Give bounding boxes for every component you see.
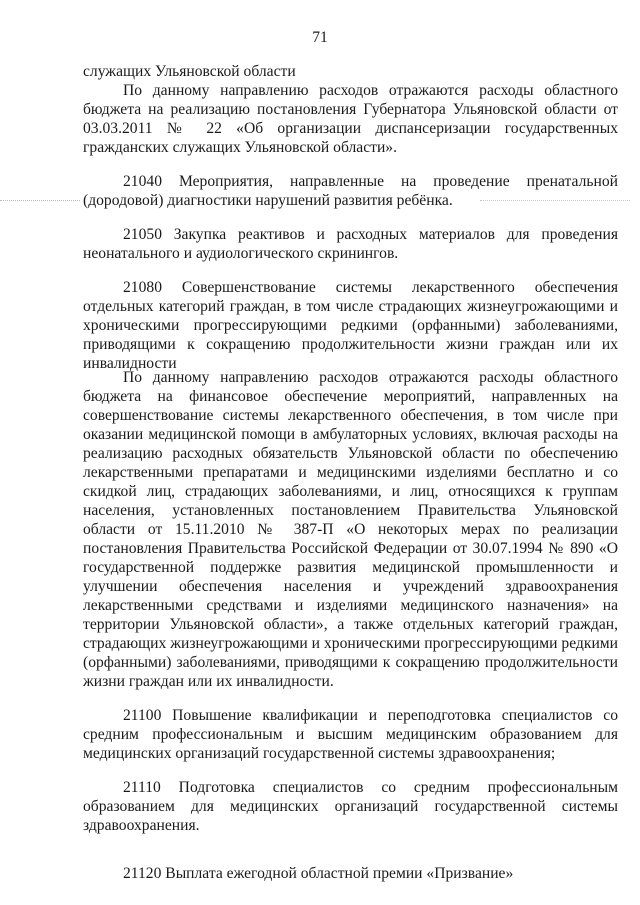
text-line: совершенствование системы лекарственного обеспечения, в том числе при [83,407,618,424]
text-line: По данному направлению расходов отражаются расходы областного [123,369,618,386]
text-line: неонатального и аудиологического скринингов. [83,245,399,262]
text-line: инвалидности [83,355,177,372]
text-line: хроническими прогрессирующими редкими (орфанными) заболеваниями, [83,317,618,334]
text-line: государственной поддержке развития медицинской промышленности и [83,559,618,576]
text-line: средним профессиональным и высшим медицинским образованием для [83,726,618,743]
text-line: страдающих жизнеугрожающими и хроническими прогрессирующими редкими [83,635,618,652]
text-line: жизни граждан или их инвалидности. [83,673,334,690]
text-line: 21110 Подготовка специалистов со средним профессиональным [123,779,618,796]
text-line: отдельных категорий граждан, в том числе страдающих жизнеугрожающими и [83,298,618,315]
text-line: (орфанными) заболеваниями, приводящими к сокращению продолжительности [83,654,618,671]
text-line: 03.03.2011 № 22 «Об организации диспансеризации государственных [83,120,618,137]
text-line: 21100 Повышение квалификации и переподготовка специалистов со [123,707,618,724]
text-line: реализацию расходных обязательств Ульяновской области по обеспечению [83,445,618,462]
text-line: 21080 Совершенствование системы лекарственного обеспечения [123,279,618,296]
text-line: бюджета на финансовое обеспечение мероприятий, направленных на [83,388,618,405]
text-line: (дородовой) диагностики нарушений развития ребёнка. [83,192,453,209]
page-number: 71 [312,29,328,46]
text-line: 21050 Закупка реактивов и расходных материалов для проведения [123,226,618,243]
text-line: бюджета на реализацию постановления Губернатора Ульяновской области от [83,101,618,118]
text-line: медицинских организаций государственной системы здравоохранения; [83,745,556,762]
text-line: области от 15.11.2010 № 387-П «О некоторых мерах по реализации [83,521,618,538]
text-line: улучшении обеспечения населения и учреждений здравоохранения [83,578,618,595]
text-line: гражданских служащих Ульяновской области». [83,139,397,156]
text-line: территории Ульяновской области», а также отдельных категорий граждан, [83,616,618,633]
text-line: По данному направлению расходов отражаются расходы областного [123,82,618,99]
text-line: оказании медицинской помощи в амбулаторных условиях, включая расходы на [83,426,618,443]
text-line: образованием для медицинских организаций государственной системы [83,798,618,815]
text-line: лекарственными препаратами и медицинскими изделиями бесплатно и со [83,464,618,481]
text-line: постановления Правительства Российской Федерации от 30.07.1994 № 890 «О [83,540,618,557]
text-line: служащих Ульяновской области [83,63,296,80]
text-line: приводящими к сокращению продолжительности жизни граждан или их [83,336,618,353]
text-line: скидкой лиц, страдающих заболеваниями, и лиц, относящихся к группам [83,483,618,500]
text-line: лекарственными средствами и изделиями медицинского назначения» на [83,597,618,614]
text-line: здравоохранения. [83,817,200,834]
text-line: 21040 Мероприятия, направленные на проведение пренатальной [123,173,618,190]
text-line: 21120 Выплата ежегодной областной премии «Призвание» [123,865,514,882]
text-line: населения, установленных постановлением Правительства Ульяновской [83,502,618,519]
scan-dotted-artifact [0,200,80,201]
